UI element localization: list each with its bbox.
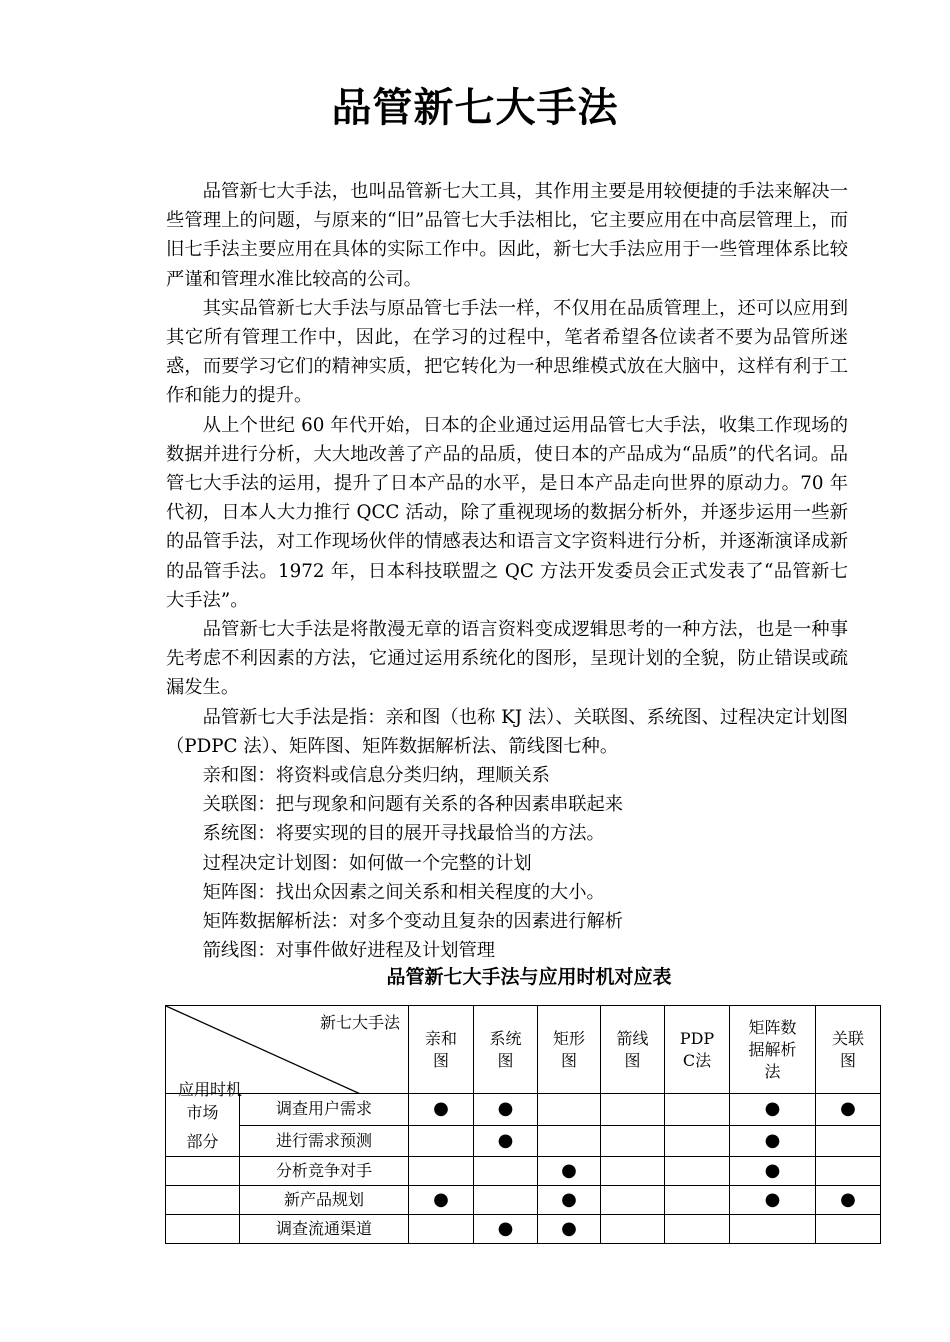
table-cell: [665, 1157, 730, 1186]
table-cell: [474, 1094, 538, 1126]
dot-mark: ●: [433, 1189, 449, 1210]
table-cell: [601, 1186, 665, 1215]
table-cell: [474, 1125, 538, 1157]
corner-cell: [166, 1006, 409, 1099]
paragraph: 品管新七大手法是指：亲和图（也称 KJ 法）、关联图、系统图、过程决定计划图（PDPC 法）、矩阵图、矩阵数据解析法、箭线图七种。: [166, 706, 848, 757]
table-cell: [538, 1186, 601, 1215]
list-item: 箭线图：对事件做好进程及计划管理: [202, 940, 496, 962]
table-header-row: [166, 1006, 881, 1094]
row-label: 调查流通渠道: [240, 1215, 409, 1244]
table-cell: [409, 1215, 474, 1244]
table-cell: [665, 1125, 730, 1157]
table-cell: [409, 1125, 474, 1157]
page-title: 品管新七大手法: [331, 85, 619, 131]
row-label: 进行需求预测: [240, 1125, 409, 1157]
table-title: 品管新七大手法与应用时机对应表: [386, 966, 672, 988]
column-header: 箭线图: [601, 1006, 665, 1094]
dot-mark: ●: [561, 1189, 577, 1210]
table-cell: [730, 1186, 816, 1215]
list-item: 关联图：把与现象和问题有关系的各种因素串联起来: [202, 794, 624, 816]
table-cell: [730, 1094, 816, 1126]
dot-mark: ●: [497, 1098, 514, 1120]
table-cell: [601, 1215, 665, 1244]
column-header: 亲和图: [409, 1006, 474, 1094]
paragraph: 品管新七大手法，也叫品管新七大工具，其作用主要是用较便捷的手法来解决一些管理上的问题，与原来的“旧”品管七大手法相比，它主要应用在中高层管理上，而旧七手法主要应用在具体的实际工作中。因此，新七大手法应用于一些管理体系比较严谨和管理水准比较高的公司。: [166, 181, 848, 290]
table-cell: [665, 1215, 730, 1244]
dot-mark: ●: [764, 1160, 781, 1181]
table-cell: [409, 1186, 474, 1215]
column-header: 矩形图: [538, 1006, 601, 1094]
dot-mark: ●: [840, 1098, 856, 1120]
table-cell: [816, 1157, 881, 1186]
dot-mark: ●: [561, 1160, 577, 1181]
dot-mark: ●: [497, 1218, 514, 1239]
table-cell: [816, 1094, 881, 1126]
table-cell: [474, 1215, 538, 1244]
group-label-empty: [166, 1186, 240, 1215]
table-cell: [816, 1186, 881, 1215]
paragraph: 品管新七大手法是将散漫无章的语言资料变成逻辑思考的一种方法，也是一种事先考虑不利因素的方法，它通过运用系统化的图形，呈现计划的全貌，防止错误或疏漏发生。: [166, 619, 848, 699]
table-cell: [474, 1186, 538, 1215]
row-label: 分析竞争对手: [240, 1157, 409, 1186]
table-cell: [730, 1215, 816, 1244]
column-header: 系统图: [474, 1006, 538, 1094]
dot-mark: ●: [433, 1098, 449, 1120]
table-cell: [665, 1094, 730, 1126]
table-cell: [409, 1157, 474, 1186]
table-cell: [538, 1215, 601, 1244]
list-item: 亲和图：将资料或信息分类归纳，理顺关系: [202, 765, 550, 787]
dot-mark: ●: [497, 1129, 514, 1151]
table-cell: [601, 1125, 665, 1157]
table-row: [166, 1186, 881, 1215]
dot-mark: ●: [764, 1189, 781, 1210]
table-cell: [538, 1157, 601, 1186]
table-cell: [816, 1125, 881, 1157]
column-header: 关联图: [816, 1006, 881, 1094]
dot-mark: ●: [561, 1218, 577, 1239]
table-cell: [538, 1094, 601, 1126]
list-item: 过程决定计划图：如何做一个完整的计划: [202, 852, 532, 874]
table-cell: [730, 1125, 816, 1157]
table-row: [166, 1215, 881, 1244]
table-cell: [730, 1157, 816, 1186]
table-cell: [474, 1157, 538, 1186]
corner-bottom-label: 应用时机: [178, 1080, 243, 1099]
paragraph: 其实品管新七大手法与原品管七手法一样，不仅用在品质管理上，还可以应用到其它所有管理工作中，因此，在学习的过程中，笔者希望各位读者不要为品管所迷惑，而要学习它们的精神实质，把它转化为一种思维模式放在大脑中，这样有利于工作和能力的提升。: [166, 297, 848, 407]
table-cell: [409, 1094, 474, 1126]
row-label: 新产品规划: [240, 1186, 409, 1215]
method-timing-table: [165, 1005, 881, 1244]
list-item: 系统图：将要实现的目的展开寻找最恰当的方法。: [202, 823, 605, 845]
table-row: [166, 1157, 881, 1186]
table-cell: [665, 1186, 730, 1215]
dot-mark: ●: [764, 1098, 781, 1120]
table-cell: [601, 1157, 665, 1186]
table-cell: [538, 1125, 601, 1157]
table-cell: [601, 1094, 665, 1126]
body-text: [166, 177, 848, 965]
dot-mark: ●: [840, 1189, 856, 1210]
row-label: 调查用户需求: [240, 1094, 409, 1126]
dot-mark: ●: [764, 1129, 781, 1151]
corner-top-label: 新七大手法: [319, 1013, 400, 1032]
table-row: [166, 1125, 881, 1157]
table-row: [166, 1094, 881, 1126]
group-label: 市场部分: [166, 1094, 240, 1157]
group-label-empty: [166, 1157, 240, 1186]
column-header: 矩阵数据解析法: [730, 1006, 816, 1094]
list-item: 矩阵数据解析法：对多个变动且复杂的因素进行解析: [202, 911, 624, 933]
paragraph: 从上个世纪 60 年代开始，日本的企业通过运用品管七大手法，收集工作现场的数据并进行分析，大大地改善了产品的品质，使日本的产品成为“品质”的代名词。品管七大手法的运用，提升了日本产品的水平，是日本产品走向世界的原动力。70 年代初，日本人大力推行 QCC 活动，除了重视现场的数据分析外，并逐步运用一些新的品管手法，对工作现场伙伴的情感表达和语言文字资料进行分析，并逐渐演译成新的品管手法。1972 年，日本科技联盟之 QC 方法开发委员会正式发表了“品管新七大手法”。: [166, 414, 848, 611]
list-item: 矩阵图：找出众因素之间关系和相关程度的大小。: [202, 881, 605, 903]
group-label-empty: [166, 1215, 240, 1244]
column-header: PDPC法: [665, 1006, 730, 1094]
table-cell: [816, 1215, 881, 1244]
